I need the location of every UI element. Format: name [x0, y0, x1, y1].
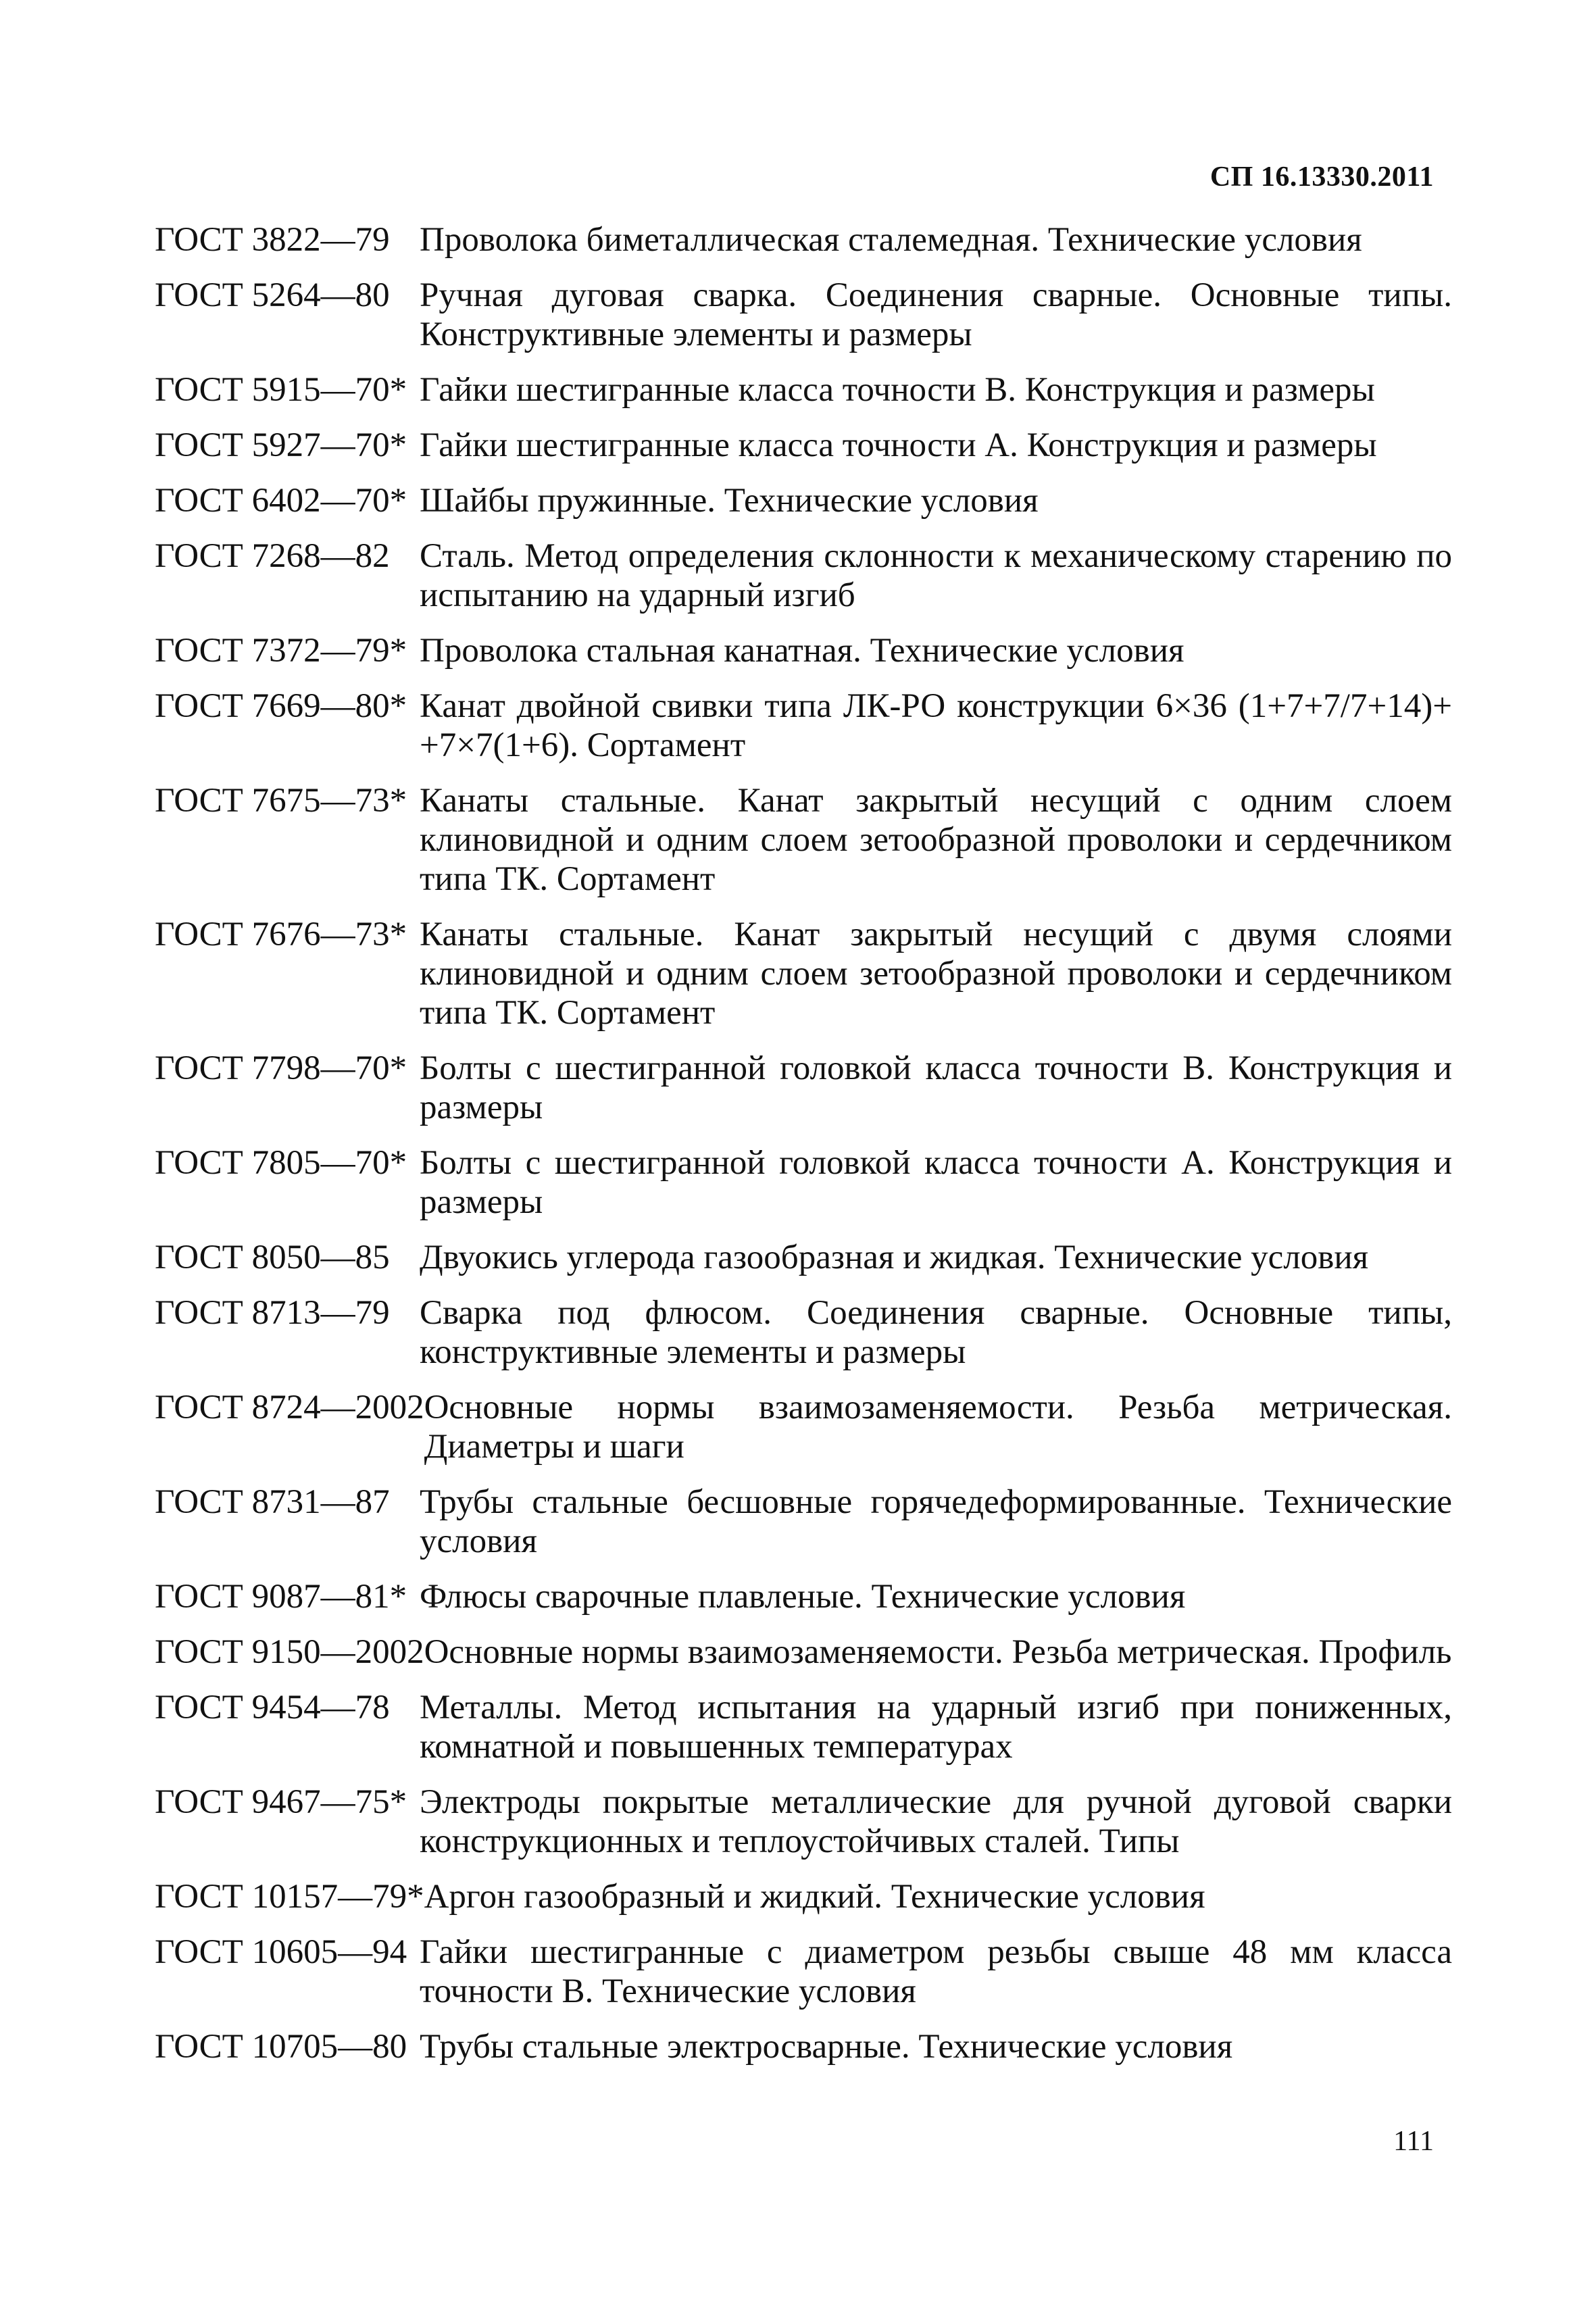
list-item	[155, 1783, 1452, 1861]
list-item	[155, 2027, 1452, 2066]
list-item	[155, 1143, 1452, 1222]
standard-title: Канаты стальные. Канат закрытый несущий с одним слоем клиновидной и одним слоем зетообразной проволоки и сердечником типа ТК. Сортамент	[420, 782, 1452, 898]
standard-title: Канаты стальные. Канат закрытый несущий с двумя слоями клиновидной и одним слоем зетообразной проволоки и сердечником типа ТК. Сортамент	[420, 916, 1452, 1032]
page-number: 111	[1393, 2126, 1434, 2157]
standard-code: ГОСТ 7805—70*	[155, 1144, 407, 1182]
list-item	[155, 687, 1452, 765]
standard-title: Основные нормы взаимозаменяемости. Резьба метрическая. Профиль	[424, 1633, 1452, 1671]
standard-title: Гайки шестигранные с диаметром резьбы свыше 48 мм класса точности В. Технические условия	[420, 1933, 1452, 2010]
list-item	[155, 1933, 1452, 2011]
list-item	[155, 1483, 1452, 1561]
list-item	[155, 1293, 1452, 1372]
standard-title: Сталь. Метод определения склонности к механическому старению по испытанию на ударный изгиб	[420, 537, 1452, 614]
list-item	[155, 537, 1452, 615]
standard-code: ГОСТ 5927—70*	[155, 426, 407, 464]
standard-title: Аргон газообразный и жидкий. Технические условия	[424, 1878, 1205, 1916]
standard-title: Гайки шестигранные класса точности В. Конструкция и размеры	[420, 371, 1375, 409]
standard-code: ГОСТ 7798—70*	[155, 1049, 407, 1087]
standard-title: Металлы. Метод испытания на ударный изгиб при пониженных, комнатной и повышенных температурах	[420, 1689, 1452, 1766]
standard-code: ГОСТ 10705—80	[155, 2028, 407, 2066]
standard-title: Основные нормы взаимозаменяемости. Резьба метрическая. Диаметры и шаги	[424, 1389, 1452, 1466]
standard-code: ГОСТ 7372—79*	[155, 632, 407, 670]
standard-code: ГОСТ 9454—78	[155, 1689, 390, 1726]
standard-code: ГОСТ 9467—75*	[155, 1783, 407, 1821]
standard-code: ГОСТ 5264—80	[155, 276, 390, 314]
list-item	[155, 1388, 1452, 1466]
standard-code: ГОСТ 5915—70*	[155, 371, 407, 409]
list-item	[155, 370, 1452, 409]
list-item	[155, 915, 1452, 1032]
list-item	[155, 481, 1452, 520]
standard-code: ГОСТ 8731—87	[155, 1483, 390, 1521]
standard-code: ГОСТ 9150—2002	[155, 1633, 424, 1671]
standard-title: Трубы стальные бесшовные горячедеформированные. Технические условия	[420, 1483, 1452, 1560]
standard-title: Проволока биметаллическая сталемедная. Технические условия	[420, 221, 1362, 259]
standard-title: Двуокись углерода газообразная и жидкая. Технические условия	[420, 1239, 1369, 1276]
standard-code: ГОСТ 7268—82	[155, 537, 390, 575]
standards-list	[155, 220, 1452, 2083]
list-item	[155, 276, 1452, 354]
standard-title: Гайки шестигранные класса точности А. Конструкция и размеры	[420, 426, 1377, 464]
standard-title: Болты с шестигранной головкой класса точности А. Конструкция и размеры	[420, 1144, 1452, 1221]
standard-code: ГОСТ 3822—79	[155, 221, 390, 259]
standard-code: ГОСТ 8713—79	[155, 1294, 390, 1332]
list-item	[155, 781, 1452, 899]
standard-code: ГОСТ 10605—94	[155, 1933, 407, 1971]
standard-title: Сварка под флюсом. Соединения сварные. Основные типы, конструктивные элементы и размеры	[420, 1294, 1452, 1371]
standard-title: Трубы стальные электросварные. Технические условия	[420, 2028, 1233, 2066]
standard-title: Шайбы пружинные. Технические условия	[420, 482, 1039, 520]
list-item	[155, 1238, 1452, 1277]
list-item	[155, 1877, 1452, 1916]
standard-code: ГОСТ 8050—85	[155, 1239, 390, 1276]
list-item	[155, 1049, 1452, 1127]
standard-title: Ручная дуговая сварка. Соединения сварные. Основные типы. Конструктивные элементы и размеры	[420, 276, 1452, 353]
standard-code: ГОСТ 7675—73*	[155, 782, 407, 820]
list-item	[155, 426, 1452, 465]
standard-code: ГОСТ 9087—81*	[155, 1578, 407, 1616]
standard-code: ГОСТ 6402—70*	[155, 482, 407, 520]
standard-title: Канат двойной свивки типа ЛК-РО конструкции 6×36 (1+7+7/7+14)+ +7×7(1+6). Сортамент	[420, 687, 1452, 764]
standard-code: ГОСТ 10157—79*	[155, 1878, 424, 1916]
standard-title: Электроды покрытые металлические для ручной дуговой сварки конструкционных и теплоустойчивых сталей. Типы	[420, 1783, 1452, 1860]
standard-code: ГОСТ 8724—2002	[155, 1389, 424, 1426]
document-id-header: СП 16.13330.2011	[1210, 161, 1434, 193]
standard-code: ГОСТ 7669—80*	[155, 687, 407, 725]
standard-title: Флюсы сварочные плавленые. Технические условия	[420, 1578, 1186, 1616]
list-item	[155, 1688, 1452, 1766]
standard-code: ГОСТ 7676—73*	[155, 916, 407, 953]
list-item	[155, 1633, 1452, 1672]
standard-title: Болты с шестигранной головкой класса точности В. Конструкция и размеры	[420, 1049, 1452, 1126]
list-item	[155, 220, 1452, 259]
list-item	[155, 1577, 1452, 1616]
list-item	[155, 631, 1452, 670]
standard-title: Проволока стальная канатная. Технические условия	[420, 632, 1184, 670]
